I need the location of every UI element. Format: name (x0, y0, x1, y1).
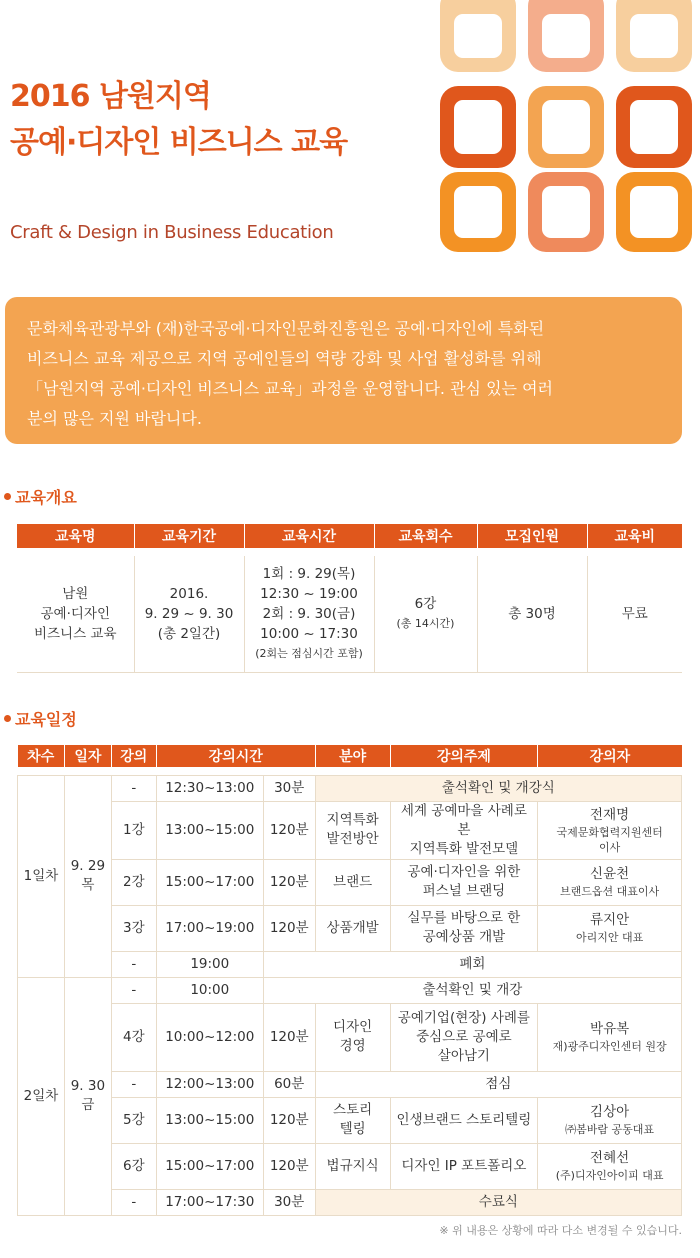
page-subtitle: Craft & Design in Business Education (10, 222, 334, 243)
section-heading-label: 교육개요 (15, 488, 77, 507)
duration-cell: 120분 (263, 1003, 315, 1071)
cell-text: 공예·디자인을 위한 (407, 864, 521, 880)
speaker-name: 전혜선 (590, 1150, 630, 1166)
column-header: 교육비 (587, 524, 682, 548)
merged-cell: 출석확인 및 개강 (263, 977, 681, 1003)
lecture-cell: 3강 (111, 905, 156, 951)
section-heading-schedule (4, 707, 77, 730)
weekday-text: 금 (81, 1097, 95, 1113)
speaker-affiliation: (주)디자인아이피 대표 (555, 1169, 664, 1182)
duration-cell: 120분 (263, 859, 315, 905)
deco-square (616, 172, 692, 252)
fee-cell: 무료 (587, 556, 682, 672)
speaker-cell (538, 1097, 682, 1143)
cell-text: 중심으로 공예로 (416, 1028, 512, 1045)
cell-text: 텔링 (339, 1121, 366, 1137)
speaker-name: 류지안 (590, 912, 630, 928)
count-cell (374, 556, 477, 672)
column-header: 차수 (18, 745, 65, 767)
time-cell: 17:00~19:00 (156, 905, 263, 951)
deco-square (440, 172, 516, 252)
cell-text: 경영 (339, 1038, 366, 1054)
table-row (17, 556, 682, 672)
table-row (18, 1071, 682, 1097)
course-name-cell (17, 556, 134, 672)
column-header: 교육기간 (134, 524, 244, 548)
topic-cell: 디자인 IP 포트폴리오 (390, 1143, 538, 1189)
column-header: 강의시간 (156, 745, 315, 767)
deco-square (528, 0, 604, 72)
cell-text: 지역특화 (326, 812, 379, 828)
lecture-cell: 6강 (111, 1143, 156, 1189)
topic-cell (390, 859, 538, 905)
cell-text: 살아남기 (437, 1047, 490, 1064)
table-row (18, 1143, 682, 1189)
section-heading-overview (4, 485, 77, 508)
speaker-cell (538, 801, 682, 859)
lecture-cell: - (111, 1071, 156, 1097)
table-header-row (17, 524, 682, 548)
deco-square (616, 86, 692, 168)
cell-text: 지역특화 발전모델 (409, 840, 519, 857)
lecture-cell: 4강 (111, 1003, 156, 1071)
time-cell: 17:00~17:30 (156, 1189, 263, 1215)
speaker-cell (538, 1143, 682, 1189)
topic-cell (390, 801, 538, 859)
cell-text: 남원 (62, 585, 89, 602)
speaker-cell (538, 905, 682, 951)
table-row (18, 801, 682, 859)
column-header: 교육시간 (244, 524, 374, 548)
cell-text: 비즈니스 교육 (33, 625, 117, 642)
date-text: 9. 30 (70, 1078, 106, 1094)
intro-line: 「남원지역 공예·디자인 비즈니스 교육」과정을 운영합니다. 관심 있는 여러 (27, 379, 553, 398)
schedule-table (17, 745, 682, 1216)
cell-text: 발전방안 (326, 831, 379, 847)
table-row (18, 977, 682, 1003)
field-cell: 상품개발 (315, 905, 390, 951)
deco-square (440, 0, 516, 72)
overview-table (17, 524, 682, 673)
cell-text: 10:00 ~ 17:30 (260, 625, 358, 642)
cell-text: 스토리 (333, 1102, 373, 1118)
cell-text: 실무를 바탕으로 한 (407, 910, 521, 926)
cell-text: 1회 : 9. 29(목) (262, 565, 356, 582)
time-cell: 13:00~15:00 (156, 801, 263, 859)
merged-cell: 점심 (315, 1071, 681, 1097)
merged-cell: 출석확인 및 개강식 (315, 775, 681, 801)
time-cell: 10:00 (156, 977, 263, 1003)
column-header: 교육명 (17, 524, 134, 548)
column-header: 교육회수 (374, 524, 477, 548)
date-cell (64, 775, 111, 977)
day-label-cell: 2일차 (18, 977, 65, 1215)
section-heading-label: 교육일정 (15, 710, 77, 729)
speaker-name: 신윤천 (590, 866, 630, 882)
speaker-affiliation: 브랜드옵션 대표이사 (560, 885, 660, 898)
table-row (18, 951, 682, 977)
cell-text: 공예기업(현장) 사례를 (397, 1009, 530, 1026)
intro-line: 분의 많은 지원 바랍니다. (27, 409, 202, 428)
merged-cell: 수료식 (315, 1189, 681, 1215)
cell-text: 12:30 ~ 19:00 (260, 585, 358, 602)
table-header-row (18, 745, 682, 767)
time-cell: 12:00~13:00 (156, 1071, 263, 1097)
cell-text: 퍼스널 브랜딩 (422, 883, 506, 899)
column-header: 분야 (315, 745, 390, 767)
cell-text: 6강 (414, 595, 437, 612)
lecture-cell: - (111, 1189, 156, 1215)
field-cell (315, 1003, 390, 1071)
table-row (18, 905, 682, 951)
period-cell (134, 556, 244, 672)
deco-square (528, 172, 604, 252)
column-header: 강의자 (538, 745, 682, 767)
column-header: 일자 (64, 745, 111, 767)
time-cell: 13:00~15:00 (156, 1097, 263, 1143)
lecture-cell: 5강 (111, 1097, 156, 1143)
bullet-icon (4, 493, 11, 500)
deco-square (440, 86, 516, 168)
cell-text: 공예상품 개발 (422, 929, 506, 945)
weekday-text: 목 (81, 877, 95, 893)
speaker-affiliation: 아리지안 대표 (575, 931, 644, 944)
column-header: 강의주제 (390, 745, 538, 767)
lecture-cell: - (111, 977, 156, 1003)
cell-text: (총 2일간) (157, 625, 221, 642)
speaker-name: 김상아 (590, 1104, 630, 1120)
merged-cell: 폐회 (263, 951, 681, 977)
intro-line: 문화체육관광부와 (재)한국공예·디자인문화진흥원은 공예·디자인에 특화된 (27, 319, 545, 338)
recruit-cell: 총 30명 (477, 556, 587, 672)
duration-cell: 120분 (263, 1097, 315, 1143)
duration-cell: 30분 (263, 1189, 315, 1215)
lecture-cell: - (111, 951, 156, 977)
time-cell: 10:00~12:00 (156, 1003, 263, 1071)
lecture-cell: 1강 (111, 801, 156, 859)
deco-square (528, 86, 604, 168)
lecture-cell: - (111, 775, 156, 801)
duration-cell: 30분 (263, 775, 315, 801)
page-title (10, 74, 347, 166)
date-cell (64, 977, 111, 1215)
table-row (18, 1189, 682, 1215)
title-line-2: 공예·디자인 비즈니스 교육 (10, 125, 348, 160)
speaker-name: 박유복 (590, 1021, 630, 1037)
day-label-cell: 1일차 (18, 775, 65, 977)
cell-note: (2회는 점심시간 포함) (255, 646, 363, 660)
speaker-affiliation: 재)광주디자인센터 원장 (552, 1040, 667, 1053)
duration-cell: 120분 (263, 905, 315, 951)
field-cell: 법규지식 (315, 1143, 390, 1189)
cell-text: 9. 29 ~ 9. 30 (144, 605, 234, 622)
cell-text: 공예·디자인 (40, 605, 110, 622)
title-line-1: 2016 남원지역 (10, 79, 211, 114)
column-header: 모집인원 (477, 524, 587, 548)
intro-line: 비즈니스 교육 제공으로 지역 공예인들의 역량 강화 및 사업 활성화를 위해 (27, 349, 542, 368)
table-row (18, 1097, 682, 1143)
topic-cell: 인생브랜드 스토리텔링 (390, 1097, 538, 1143)
cell-text: 디자인 (333, 1019, 373, 1035)
table-row (18, 1003, 682, 1071)
field-cell (315, 801, 390, 859)
decorative-squares (440, 0, 700, 255)
speaker-affiliation: ㈜봄바람 공동대표 (565, 1123, 655, 1136)
time-cell: 15:00~17:00 (156, 859, 263, 905)
footnote: ※ 위 내용은 상황에 따라 다소 변경될 수 있습니다. (439, 1224, 682, 1237)
speaker-cell (538, 859, 682, 905)
speaker-name: 전재명 (590, 806, 630, 823)
duration-cell: 120분 (263, 801, 315, 859)
topic-cell (390, 1003, 538, 1071)
cell-note: (총 14시간) (396, 616, 455, 630)
time-cell (244, 556, 374, 672)
duration-cell: 60분 (263, 1071, 315, 1097)
deco-square (616, 0, 692, 72)
time-cell: 12:30~13:00 (156, 775, 263, 801)
bullet-icon (4, 715, 11, 722)
intro-box (5, 297, 682, 444)
field-cell (315, 1097, 390, 1143)
lecture-cell: 2강 (111, 859, 156, 905)
cell-text: 세계 공예마을 사례로 본 (400, 802, 527, 838)
table-row (18, 859, 682, 905)
date-text: 9. 29 (70, 858, 106, 874)
speaker-affiliation: 이사 (598, 840, 621, 854)
time-cell: 19:00 (156, 951, 263, 977)
time-cell: 15:00~17:00 (156, 1143, 263, 1189)
field-cell: 브랜드 (315, 859, 390, 905)
column-header: 강의 (111, 745, 156, 767)
cell-text: 2회 : 9. 30(금) (262, 605, 356, 622)
topic-cell (390, 905, 538, 951)
cell-text: 2016. (169, 585, 209, 602)
speaker-cell (538, 1003, 682, 1071)
duration-cell: 120분 (263, 1143, 315, 1189)
speaker-affiliation: 국제문화협력지원센터 (556, 825, 663, 839)
table-row (18, 775, 682, 801)
